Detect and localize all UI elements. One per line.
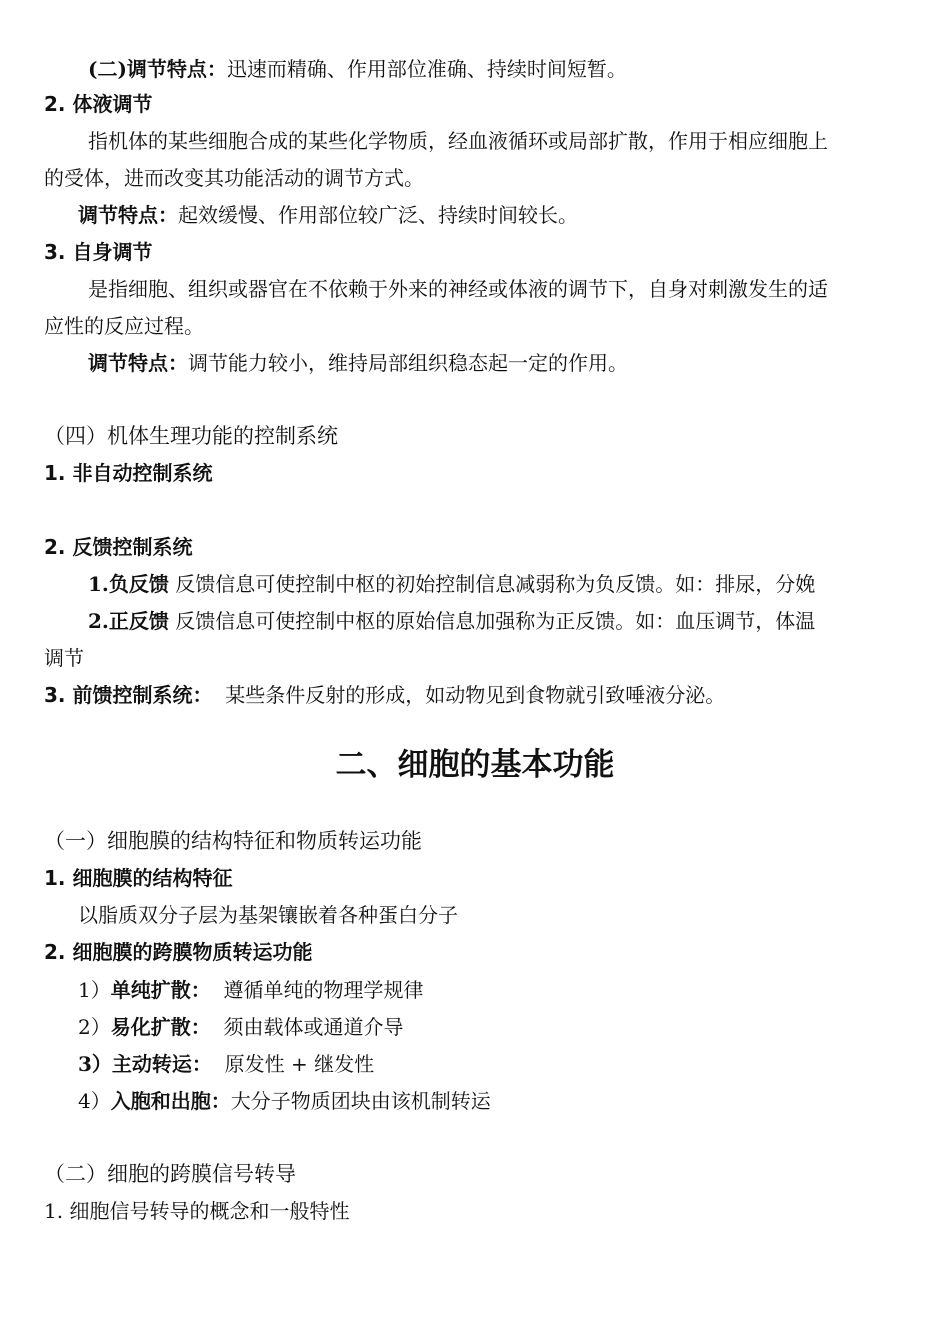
feature-label: (二)调节特点： [88,57,227,81]
list-number: 1） [78,978,111,1002]
list-text: 大分子物质团块由该机制转运 [230,1089,491,1113]
negative-feedback-line [88,570,815,598]
auto-feature-line [88,349,628,377]
list-number: 3） [78,1052,112,1076]
list-text: 须由载体或通道介导 [223,1015,404,1039]
positive-feedback-continuation: 调节 [44,646,84,670]
list-label: 单纯扩散： [110,978,211,1002]
control-item-2: 2. 反馈控制系统 [44,535,193,559]
list-number: 4） [78,1089,111,1113]
transport-list-item [78,1050,374,1078]
paragraph-humoral-line1: 指机体的某些细胞合成的某些化学物质，经血液循环或局部扩散，作用于相应细胞上 [88,129,828,153]
list-text: 遵循单纯的物理学规律 [223,978,424,1002]
humoral-feature-line [78,201,578,229]
transport-list-item [78,976,423,1004]
list-number: 2） [78,1015,111,1039]
chapter-title: 二、细胞的基本功能 [335,747,615,783]
control-item-3-text: 某些条件反射的形成，如动物见到食物就引致唾液分泌。 [225,683,726,707]
list-text: 原发性 + 继发性 [224,1052,375,1076]
section-heading-signal: （二）细胞的跨膜信号转导 [44,1162,296,1186]
membrane-item-1-text: 以脂质双分子层为基架镶嵌着各种蛋白分子 [78,903,458,927]
section-heading-control-system: （四）机体生理功能的控制系统 [44,424,338,448]
feature-text: 迅速而精确、作用部位准确、持续时间短暂。 [226,57,627,81]
feature-text: 起效缓慢、作用部位较广泛、持续时间较长。 [178,203,578,227]
control-item-3-label: 3. 前馈控制系统： [44,683,213,707]
membrane-item-2: 2. 细胞膜的跨膜物质转运功能 [44,940,313,964]
feature-label: 调节特点： [78,203,178,227]
positive-feedback-text: 反馈信息可使控制中枢的原始信息加强称为正反馈。如：血压调节，体温 [175,609,816,633]
section-heading-membrane: （一）细胞膜的结构特征和物质转运功能 [44,829,422,853]
section-heading-auto: 3. 自身调节 [44,240,153,264]
transport-list-item [78,1013,403,1041]
feature-label: 调节特点： [88,351,188,375]
control-item-1: 1. 非自动控制系统 [44,461,213,485]
control-item-3 [44,681,725,709]
list-label: 易化扩散： [110,1015,211,1039]
paragraph-humoral-line2: 的受体，进而改变其功能活动的调节方式。 [44,166,424,190]
list-label: 主动转运： [111,1052,212,1076]
feature-text: 调节能力较小，维持局部组织稳态起一定的作用。 [188,351,628,375]
paragraph-auto-line2: 应性的反应过程。 [44,314,204,338]
transport-list-item [78,1087,491,1115]
membrane-item-1: 1. 细胞膜的结构特征 [44,866,233,890]
negative-feedback-text: 反馈信息可使控制中枢的初始控制信息减弱称为负反馈。如：排尿，分娩 [175,572,816,596]
section-heading-humoral: 2. 体液调节 [44,92,153,116]
signal-item-1: 1. 细胞信号转导的概念和一般特性 [44,1199,350,1223]
positive-feedback-line [88,607,815,635]
paragraph-auto-line1: 是指细胞、组织或器官在不依赖于外来的神经或体液的调节下，自身对刺激发生的适 [88,277,828,301]
positive-feedback-label: 2.正反馈 [88,609,169,633]
negative-feedback-label: 1.负反馈 [88,572,169,596]
regulation-feature-line [88,55,627,83]
list-label: 入胞和出胞： [110,1089,231,1113]
